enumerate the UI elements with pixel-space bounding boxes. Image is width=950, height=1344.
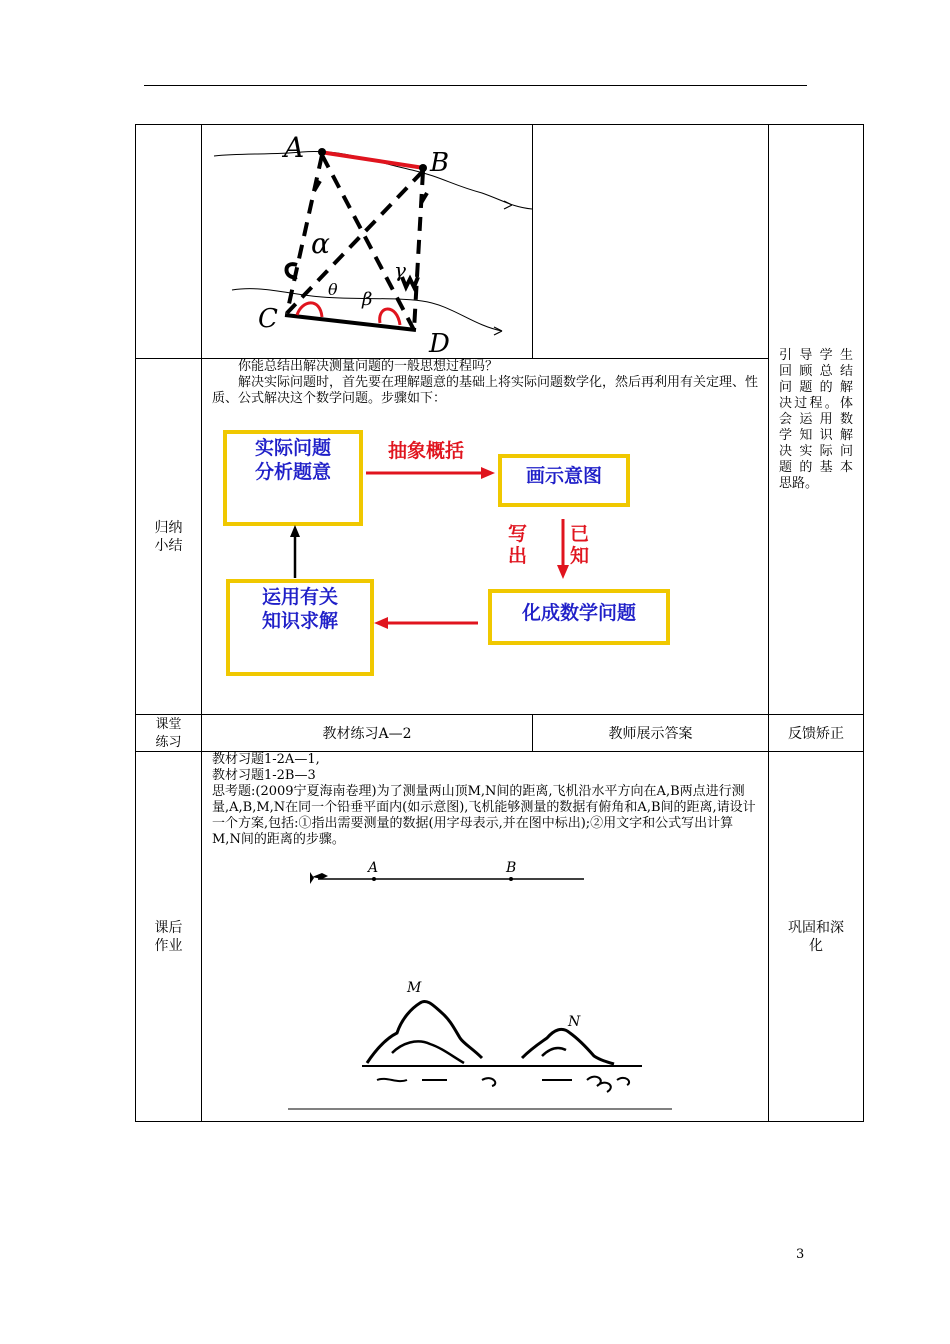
homework-line-1: 教材习题1-2A—1, bbox=[212, 752, 320, 767]
homework-line-2: 教材习题1-2B—3 bbox=[212, 768, 316, 783]
row1-label-cell bbox=[136, 125, 202, 359]
row1-empty-cell bbox=[533, 125, 769, 359]
point-c-label: C bbox=[258, 304, 278, 334]
flow-box-solve: 运用有关 知识求解 bbox=[226, 579, 374, 676]
practice-answer: 教师展示答案 bbox=[608, 726, 693, 742]
summary-answer: 解决实际问题时，首先要在理解题意的基础上将实际问题数学化，然后再利用有关定理、性质、公式解决这个数学问题。步骤如下： bbox=[212, 375, 759, 406]
teaching-note-line: 决过程。体 bbox=[779, 395, 853, 411]
teaching-note-line: 引导学生 bbox=[779, 347, 853, 363]
beta-label: β bbox=[362, 289, 373, 310]
teaching-note bbox=[769, 348, 863, 492]
summary-content-cell bbox=[202, 359, 769, 715]
point-a-label: A bbox=[284, 131, 305, 164]
mountain-plane-figure bbox=[202, 848, 762, 1110]
practice-exercise: 教材练习A—2 bbox=[322, 726, 412, 742]
flow-box-actual-problem: 实际问题 分析题意 bbox=[223, 430, 363, 526]
flow-arrow-label-abstract: 抽象概括 bbox=[388, 440, 465, 462]
point-d-label: D bbox=[429, 329, 450, 354]
homework-note-cell bbox=[769, 752, 864, 1122]
teaching-note-line: 学知识解 bbox=[779, 427, 853, 443]
summary-question: 你能总结出解决测量问题的一般思想过程吗？ bbox=[238, 359, 499, 374]
page-number: 3 bbox=[796, 1247, 805, 1262]
lesson-table bbox=[135, 124, 864, 1122]
theta-label: θ bbox=[328, 280, 338, 299]
angle-measure-diagram bbox=[202, 125, 532, 354]
homework-label-cell bbox=[136, 752, 202, 1122]
row1-diagram-cell bbox=[202, 125, 533, 359]
header-rule bbox=[144, 85, 807, 86]
practice-label: 课堂 练习 bbox=[155, 717, 182, 750]
teaching-note-line: 回顾总结 bbox=[779, 363, 853, 379]
homework-think-question: 思考题:(2009宁夏海南卷理)为了测量两山顶M,N间的距离,飞机沿水平方向在A,B两点进行测量,A,B,M,N在同一个铅垂平面内(如示意图),飞机能够测量的数据有俯角和A,B间的距离,请设计一个方案,包括:①指出需要测量的数据(用字母表示,并在图中标出);②用文字和公式写出计算M,N间的距离的步骤。 bbox=[212, 784, 756, 847]
practice-feedback: 反馈矫正 bbox=[788, 726, 844, 742]
homework-note: 巩固和深 化 bbox=[788, 919, 844, 954]
fig-point-b: B bbox=[506, 860, 517, 876]
flow-side-label-known: 已 知 bbox=[570, 523, 590, 567]
summary-label: 归纳 小结 bbox=[154, 519, 183, 554]
practice-answer-cell bbox=[533, 715, 769, 752]
fig-point-a: A bbox=[368, 860, 379, 876]
practice-label-cell bbox=[136, 715, 202, 752]
flow-box-draw-diagram: 画示意图 bbox=[498, 454, 630, 507]
gamma-label: γ bbox=[394, 258, 406, 282]
teaching-note-line: 问题的解 bbox=[779, 379, 853, 395]
flow-box-math-problem: 化成数学问题 bbox=[488, 589, 670, 645]
summary-label-cell bbox=[136, 359, 202, 715]
homework-label: 课后 作业 bbox=[154, 919, 183, 954]
fig-point-n: N bbox=[568, 1014, 581, 1030]
alpha-label: α bbox=[311, 227, 330, 260]
teaching-note-line: 决实际问 bbox=[779, 443, 853, 459]
practice-feedback-cell bbox=[769, 715, 864, 752]
practice-exercise-cell bbox=[202, 715, 533, 752]
teaching-note-cell bbox=[769, 125, 864, 715]
homework-content-cell bbox=[202, 752, 769, 1122]
teaching-note-line: 会运用数 bbox=[779, 411, 853, 427]
point-b-label: B bbox=[430, 148, 450, 178]
flow-side-label-write: 写 出 bbox=[508, 523, 528, 567]
teaching-note-line: 题的基本 bbox=[779, 459, 853, 475]
fig-point-m: M bbox=[407, 980, 422, 996]
flowchart bbox=[202, 407, 768, 707]
teaching-note-line: 思路。 bbox=[779, 475, 819, 491]
